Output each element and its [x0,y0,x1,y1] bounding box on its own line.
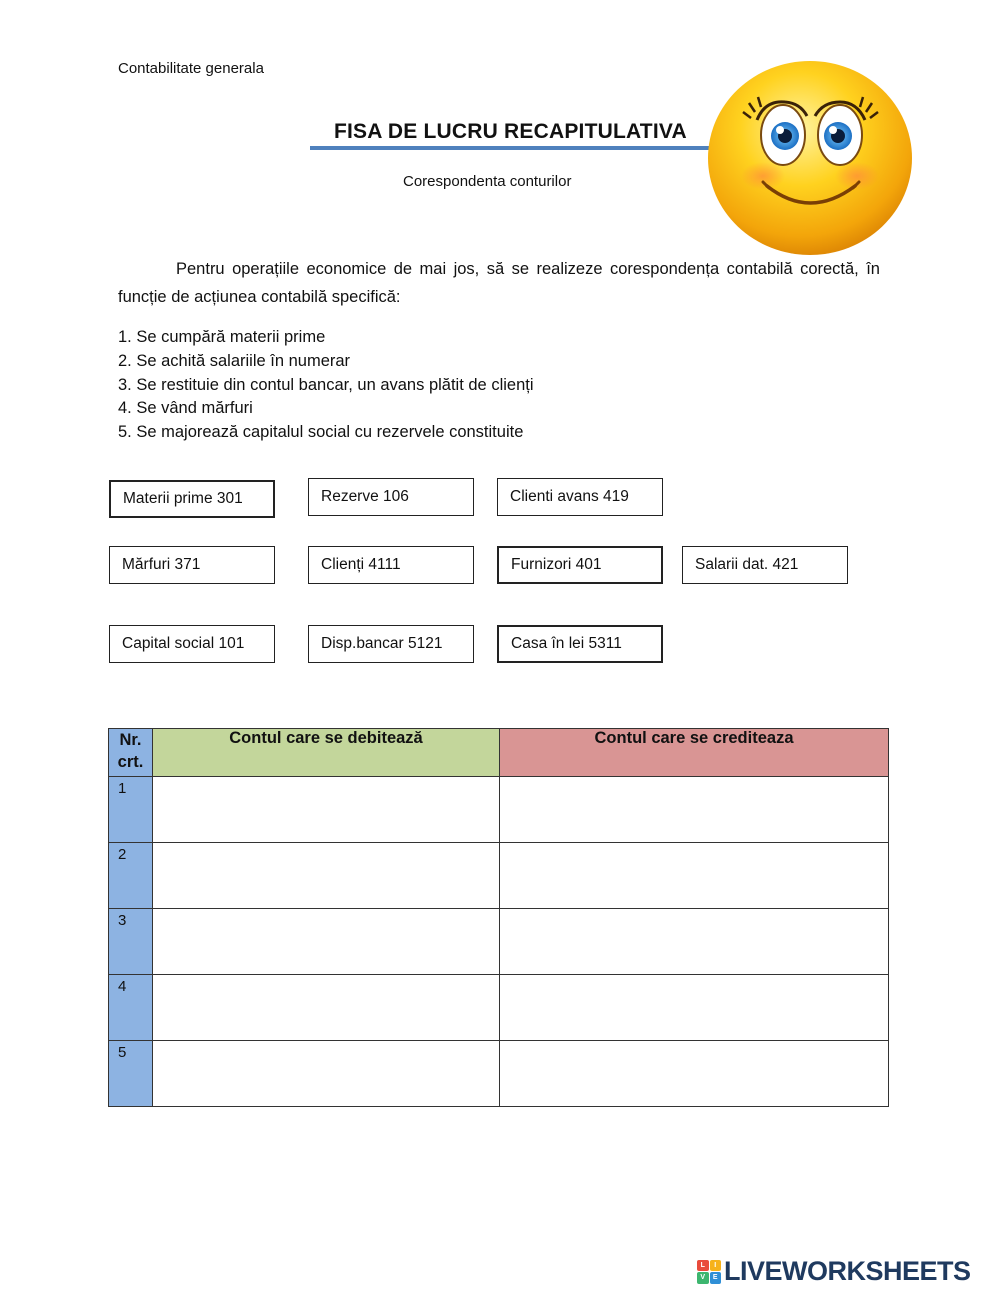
page-title: FISA DE LUCRU RECAPITULATIVA [334,120,687,143]
logo-letter: V [697,1272,709,1284]
debit-drop-cell[interactable] [153,777,500,843]
logo-mark-icon [697,1260,721,1284]
operation-item: 5. Se majorează capitalul social cu rezervele constituite [118,423,524,442]
table-row [109,975,889,1041]
table-header-row [109,729,889,777]
row-number: 5 [109,1041,153,1107]
account-box-materii-prime[interactable]: Materii prime 301 [109,480,275,518]
account-box-rezerve[interactable]: Rezerve 106 [308,478,474,516]
account-box-casa[interactable]: Casa în lei 5311 [497,625,663,663]
column-header-nr: Nr. crt. [109,729,153,777]
account-box-salarii[interactable]: Salarii dat. 421 [682,546,848,584]
account-box-clienti[interactable]: Clienți 4111 [308,546,474,584]
row-number: 4 [109,975,153,1041]
operations-list [118,326,534,445]
account-box-capital-social[interactable]: Capital social 101 [109,625,275,663]
logo-letter: L [697,1260,709,1272]
table-row [109,843,889,909]
title-underline [310,146,710,150]
table-row [109,1041,889,1107]
credit-drop-cell[interactable] [500,777,889,843]
row-number: 3 [109,909,153,975]
page-subtitle: Corespondenta conturilor [403,173,572,190]
subject-label: Contabilitate generala [118,60,264,77]
account-box-marfuri[interactable]: Mărfuri 371 [109,546,275,584]
answer-table [108,728,889,1107]
row-number: 2 [109,843,153,909]
debit-drop-cell[interactable] [153,975,500,1041]
operation-item: 2. Se achită salariile în numerar [118,351,351,370]
account-box-disp-bancar[interactable]: Disp.bancar 5121 [308,625,474,663]
smiley-face-icon [705,58,915,258]
debit-drop-cell[interactable] [153,1041,500,1107]
table-row [109,777,889,843]
logo-letter: I [710,1260,722,1272]
instructions-paragraph: Pentru operațiile economice de mai jos, să se realizeze corespondența contabilă corectă, în funcție de acțiunea contabilă specifică: [118,260,880,306]
row-number: 1 [109,777,153,843]
column-header-credit: Contul care se crediteaza [500,729,889,777]
table-row [109,909,889,975]
operation-item: 4. Se vând mărfuri [118,399,253,418]
debit-drop-cell[interactable] [153,843,500,909]
credit-drop-cell[interactable] [500,975,889,1041]
account-box-furnizori[interactable]: Furnizori 401 [497,546,663,584]
credit-drop-cell[interactable] [500,1041,889,1107]
logo-text: LIVEWORKSHEETS [724,1256,971,1286]
debit-drop-cell[interactable] [153,909,500,975]
column-header-debit: Contul care se debitează [153,729,500,777]
logo-letter: E [710,1272,722,1284]
liveworksheets-logo [697,1256,971,1287]
operation-item: 1. Se cumpără materii prime [118,328,326,346]
credit-drop-cell[interactable] [500,909,889,975]
account-box-clienti-avans[interactable]: Clienti avans 419 [497,478,663,516]
operation-item: 3. Se restituie din contul bancar, un avans plătit de clienți [118,375,534,394]
credit-drop-cell[interactable] [500,843,889,909]
